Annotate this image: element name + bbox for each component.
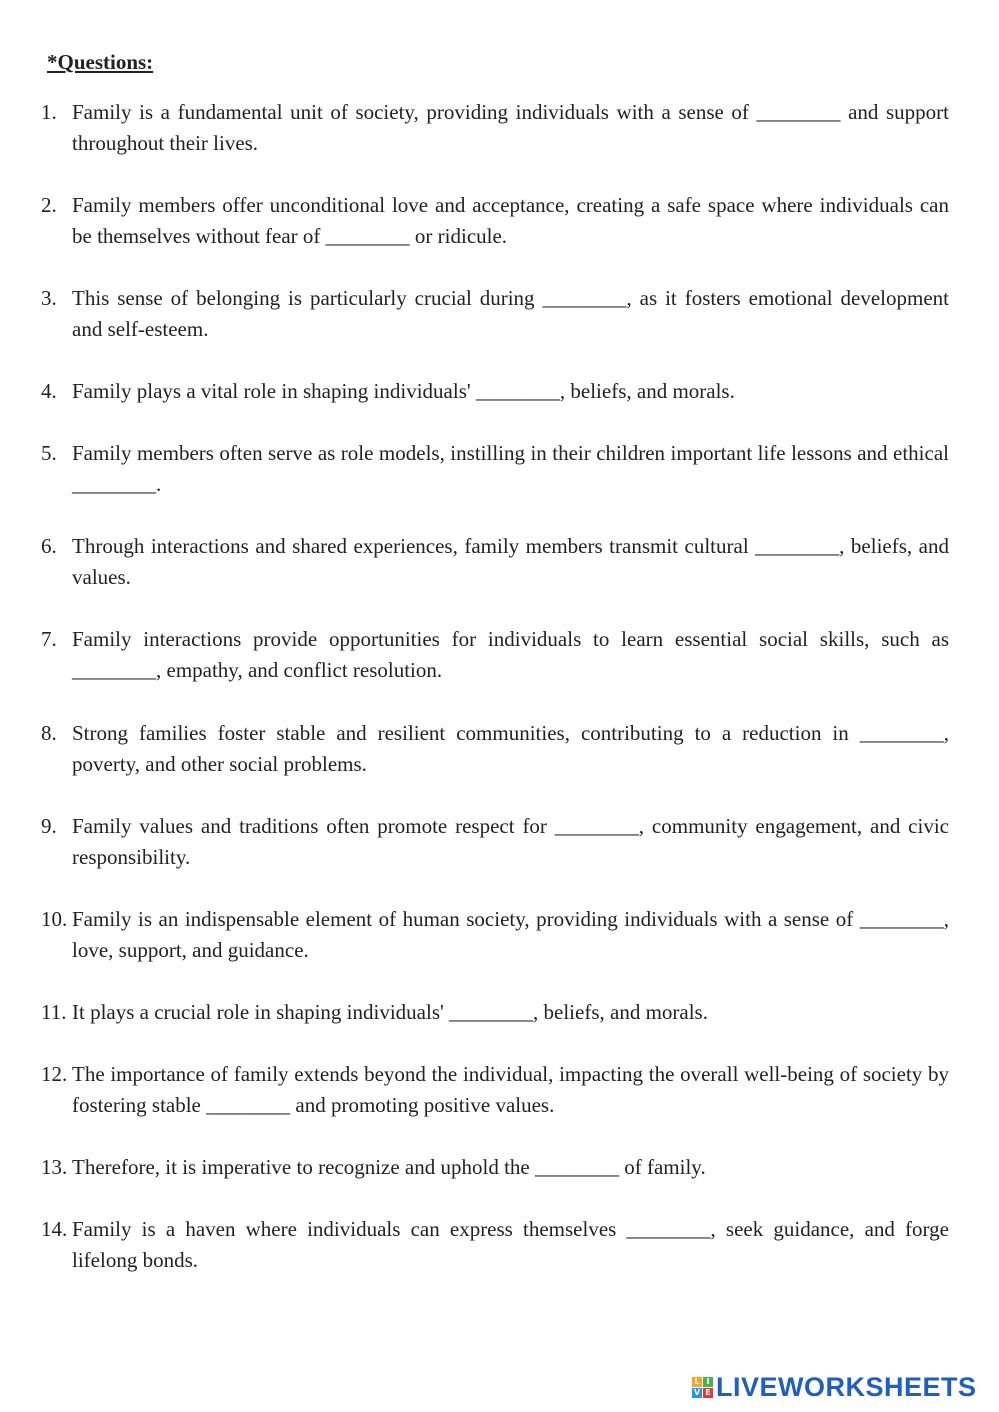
question-number: 14. — [41, 1217, 68, 1241]
page-title: *Questions: — [47, 50, 154, 74]
question-number: 3. — [41, 286, 57, 310]
question-text: Strong families foster stable and resilient communities, contributing to a reduction in ________, poverty, and other social problems. — [72, 721, 949, 776]
question-number: 8. — [41, 721, 57, 745]
question-item — [41, 1059, 949, 1121]
question-text: Family values and traditions often promote respect for ________, community engagement, and civic responsibility. — [72, 814, 949, 869]
logo-mark-letter: E — [703, 1388, 713, 1398]
liveworksheets-logo — [692, 1370, 977, 1404]
question-item — [41, 283, 949, 345]
question-item — [41, 718, 949, 780]
question-text: Family plays a vital role in shaping individuals' ________, beliefs, and morals. — [72, 379, 735, 403]
question-item — [41, 376, 949, 407]
question-item — [41, 904, 949, 966]
logo-mark-letter: V — [693, 1387, 701, 1397]
question-number: 1. — [41, 100, 57, 124]
logo-mark-letter: L — [692, 1377, 702, 1387]
question-item — [41, 624, 949, 686]
question-text: The importance of family extends beyond the individual, impacting the overall well-being of society by fostering stable ________ and promoting positive values. — [72, 1062, 949, 1117]
question-number: 10. — [41, 907, 68, 931]
logo-text: LIVEWORKSHEETS — [716, 1371, 977, 1402]
question-text: Therefore, it is imperative to recognize and uphold the ________ of family. — [72, 1155, 706, 1179]
question-item — [41, 97, 949, 159]
logo-mark-letter: I — [703, 1377, 713, 1387]
question-text: Family members often serve as role models, instilling in their children important life lessons and ethical ________. — [72, 441, 949, 496]
question-number: 5. — [41, 441, 57, 465]
question-text: This sense of belonging is particularly crucial during ________, as it fosters emotional development and self-esteem. — [72, 286, 949, 341]
question-text: Through interactions and shared experiences, family members transmit cultural ________, beliefs, and values. — [72, 534, 949, 589]
question-number: 4. — [41, 379, 57, 403]
question-item — [41, 1152, 949, 1183]
question-item — [41, 190, 949, 252]
question-item — [41, 811, 949, 873]
question-number: 6. — [41, 534, 57, 558]
question-item — [41, 1214, 949, 1276]
question-item — [41, 438, 949, 500]
question-text: Family is an indispensable element of human society, providing individuals with a sense of ________, love, support, and guidance. — [72, 907, 949, 962]
question-number: 13. — [41, 1155, 68, 1179]
question-number: 12. — [41, 1062, 68, 1086]
question-number: 7. — [41, 627, 57, 651]
question-text: Family interactions provide opportunities for individuals to learn essential social skills, such as ________, empathy, and conflict resolution. — [72, 627, 949, 682]
question-text: It plays a crucial role in shaping individuals' ________, beliefs, and morals. — [72, 1000, 708, 1024]
question-item — [41, 997, 949, 1028]
question-text: Family is a haven where individuals can express themselves ________, seek guidance, and forge lifelong bonds. — [72, 1217, 949, 1272]
question-item — [41, 531, 949, 593]
question-number: 2. — [41, 193, 57, 217]
question-text: Family is a fundamental unit of society, providing individuals with a sense of ________ and support throughout their lives. — [72, 100, 949, 155]
question-number: 11. — [41, 1000, 67, 1024]
logo-mark-icon — [692, 1377, 713, 1398]
question-number: 9. — [41, 814, 57, 838]
question-text: Family members offer unconditional love and acceptance, creating a safe space where individuals can be themselves without fear of ________ or ridicule. — [72, 193, 949, 248]
